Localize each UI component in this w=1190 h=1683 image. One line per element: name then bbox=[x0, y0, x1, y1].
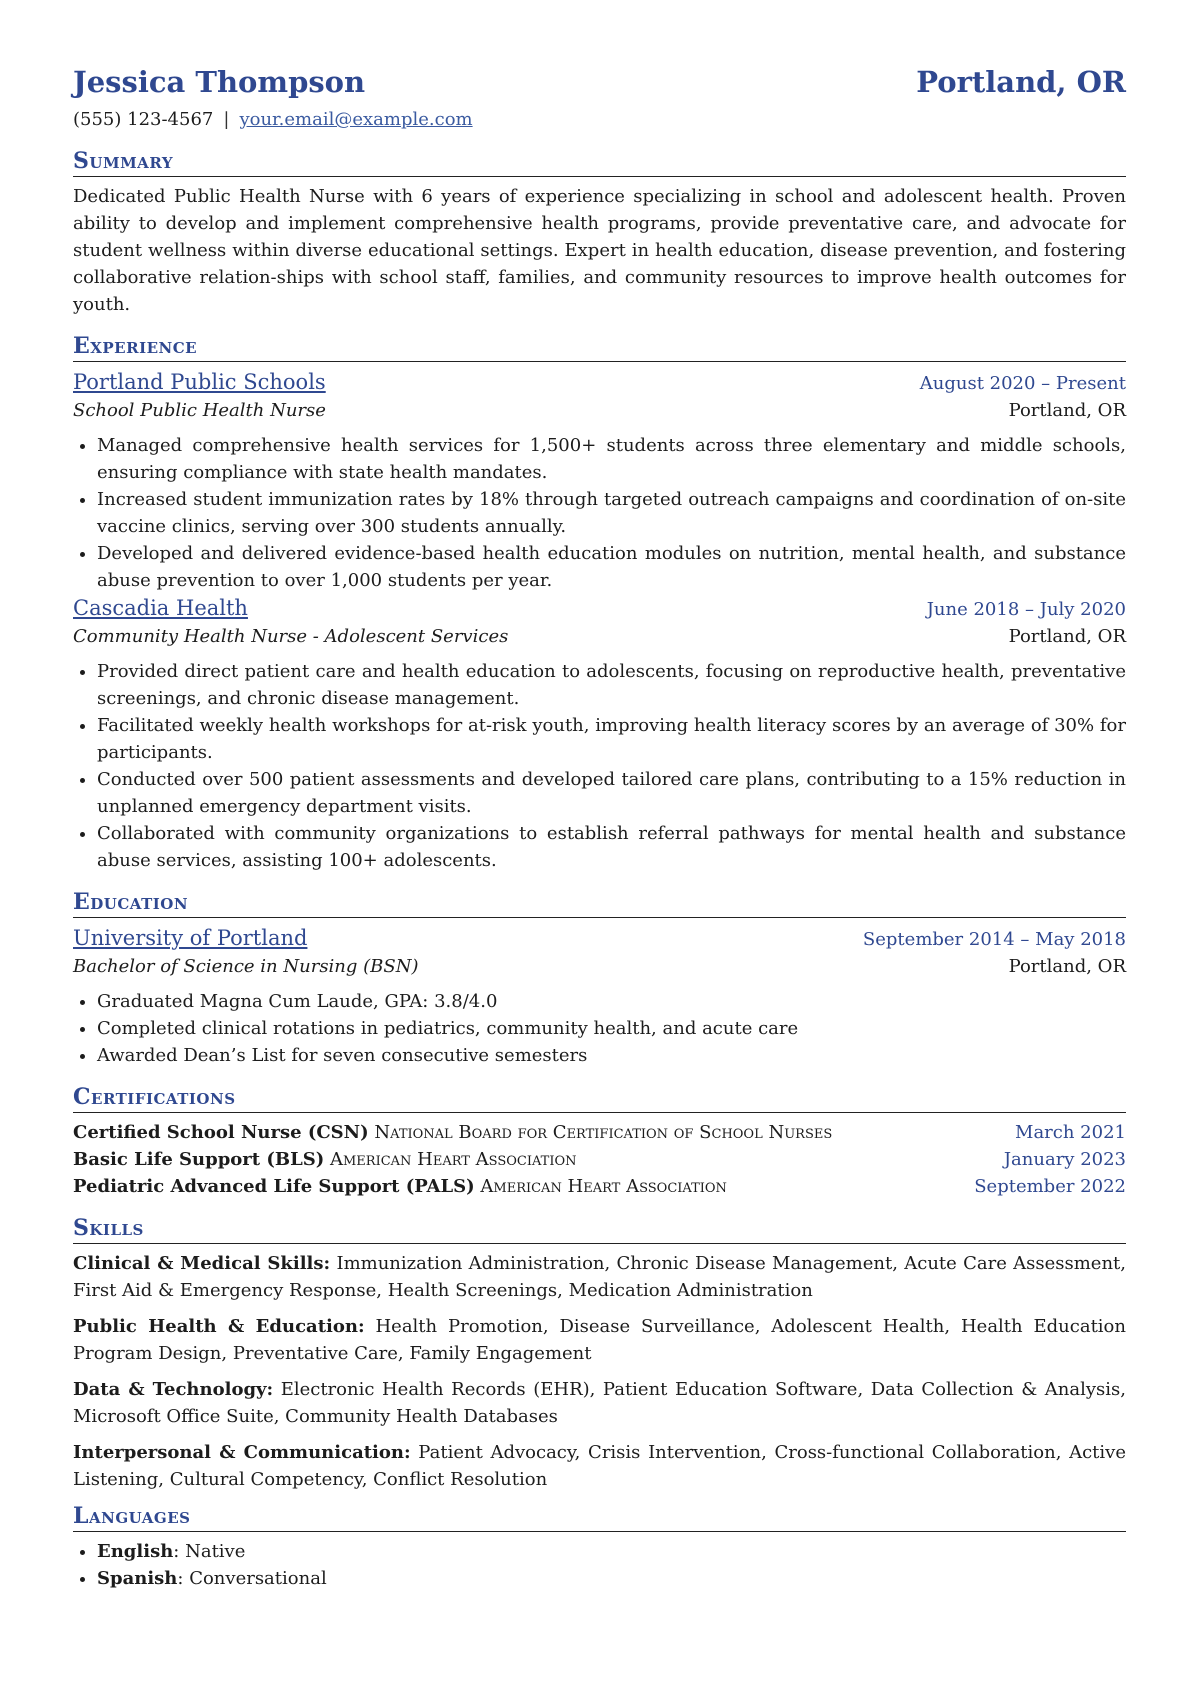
section-title-summary: Summary bbox=[73, 147, 1126, 177]
certification-list bbox=[73, 1119, 1126, 1200]
experience-entry bbox=[73, 594, 1126, 874]
header-location: Portland, OR bbox=[916, 65, 1126, 99]
education-dates: September 2014 – May 2018 bbox=[862, 929, 1126, 950]
list-item: • Awarded Dean’s List for seven consecutive semesters bbox=[97, 1042, 1126, 1069]
list-item bbox=[97, 1538, 1126, 1565]
skill-group-label: Public Health & Education: bbox=[73, 1316, 365, 1337]
language-level: : Conversational bbox=[177, 1568, 327, 1589]
list-item bbox=[97, 1565, 1126, 1592]
contact-separator: | bbox=[223, 109, 230, 130]
skill-group bbox=[73, 1250, 1126, 1304]
employer-name[interactable]: Cascadia Health bbox=[73, 596, 248, 620]
certification-issuer: American Heart Association bbox=[480, 1176, 727, 1197]
phone-number: (555) 123-4567 bbox=[73, 109, 214, 130]
language-name: English bbox=[97, 1541, 174, 1562]
language-name: Spanish bbox=[97, 1568, 178, 1589]
job-title: Community Health Nurse - Adolescent Services bbox=[73, 626, 509, 647]
certification-row bbox=[73, 1173, 1126, 1200]
language-level: : Native bbox=[173, 1541, 246, 1562]
list-item: • Facilitated weekly health workshops for at-risk youth, improving health literacy scores by an average of 30% for participants. bbox=[97, 712, 1126, 766]
skill-group-text: Electronic Health Records (EHR), Patient Education Software, Data Collection & Analysis, Microsoft Office Suite, Community Health Databases bbox=[73, 1379, 1126, 1427]
list-item: • Developed and delivered evidence-based health education modules on nutrition, mental health, and substance abuse prevention to over 1,000 students per year. bbox=[97, 540, 1126, 594]
skill-group-label: Clinical & Medical Skills: bbox=[73, 1253, 331, 1274]
experience-entry bbox=[73, 368, 1126, 594]
list-item: • Managed comprehensive health services for 1,500+ students across three elementary and middle schools, ensuring compliance with state health mandates. bbox=[97, 432, 1126, 486]
certification-name: Pediatric Advanced Life Support (PALS) bbox=[73, 1176, 475, 1197]
employment-dates: June 2018 – July 2020 bbox=[926, 599, 1126, 620]
skill-group bbox=[73, 1313, 1126, 1367]
education-list bbox=[73, 988, 1126, 1069]
list-item: • Increased student immunization rates by 18% through targeted outreach campaigns and coordination of on-site vaccine clinics, serving over 300 students annually. bbox=[97, 486, 1126, 540]
school-name[interactable]: University of Portland bbox=[73, 926, 308, 950]
certification-name: Certified School Nurse (CSN) bbox=[73, 1122, 369, 1143]
certification-row bbox=[73, 1146, 1126, 1173]
candidate-name: Jessica Thompson bbox=[73, 65, 366, 99]
skill-group-label: Interpersonal & Communication: bbox=[73, 1442, 411, 1463]
summary-text: Dedicated Public Health Nurse with 6 years of experience specializing in school and adolescent health. Proven ability to develop and implement comprehensive health programs, provide preventative care, and advocate for student wellness within diverse educational settings. Expert in health education, disease prevention, and fostering collaborative relation-ships with school staff, families, and community resources to improve health outcomes for youth. bbox=[73, 186, 1126, 315]
list-item: • Conducted over 500 patient assessments and developed tailored care plans, contributing to a 15% reduction in unplanned emergency department visits. bbox=[97, 766, 1126, 820]
job-location: Portland, OR bbox=[1008, 400, 1126, 421]
employment-dates: August 2020 – Present bbox=[919, 373, 1126, 394]
email-link[interactable]: your.email@example.com bbox=[239, 109, 473, 130]
list-item: • Graduated Magna Cum Laude, GPA: 3.8/4.0 bbox=[97, 988, 1126, 1015]
certification-date: March 2021 bbox=[1015, 1122, 1126, 1143]
section-title-experience: Experience bbox=[73, 332, 1126, 362]
list-item: • Collaborated with community organizations to establish referral pathways for mental health and substance abuse services, assisting 100+ adolescents. bbox=[97, 820, 1126, 874]
school-location: Portland, OR bbox=[1008, 956, 1126, 977]
certification-issuer: American Heart Association bbox=[330, 1149, 577, 1170]
skills-list bbox=[73, 1250, 1126, 1493]
certification-row bbox=[73, 1119, 1126, 1146]
education-entry bbox=[73, 924, 1126, 1069]
skill-group-text: Health Promotion, Disease Surveillance, Adolescent Health, Health Education Program Design, Preventative Care, Family Engagement bbox=[73, 1316, 1126, 1364]
resume-page bbox=[73, 62, 1126, 1592]
skill-group-label: Data & Technology: bbox=[73, 1379, 274, 1400]
section-title-skills: Skills bbox=[73, 1214, 1126, 1244]
skill-group-text: Immunization Administration, Chronic Disease Management, Acute Care Assessment, First Aid & Emergency Response, Health Screenings, Medication Administration bbox=[73, 1253, 1127, 1301]
section-title-languages: Languages bbox=[73, 1502, 1126, 1532]
section-title-education: Education bbox=[73, 888, 1126, 918]
degree: Bachelor of Science in Nursing (BSN) bbox=[73, 956, 419, 977]
skill-group bbox=[73, 1376, 1126, 1430]
certification-name: Basic Life Support (BLS) bbox=[73, 1149, 325, 1170]
job-location: Portland, OR bbox=[1008, 626, 1126, 647]
certification-issuer: National Board for Certification of School Nurses bbox=[374, 1122, 833, 1143]
employer-name[interactable]: Portland Public Schools bbox=[73, 370, 326, 394]
list-item: • Completed clinical rotations in pediatrics, community health, and acute care bbox=[97, 1015, 1126, 1042]
language-list bbox=[73, 1538, 1126, 1592]
achievement-list bbox=[73, 658, 1126, 874]
header bbox=[73, 62, 1126, 102]
list-item: • Provided direct patient care and health education to adolescents, focusing on reproductive health, preventative screenings, and chronic disease management. bbox=[97, 658, 1126, 712]
job-title: School Public Health Nurse bbox=[73, 400, 326, 421]
certification-date: September 2022 bbox=[974, 1176, 1126, 1197]
contact-line bbox=[73, 106, 1126, 133]
skill-group-text: Patient Advocacy, Crisis Intervention, Cross-functional Collaboration, Active Listening, Cultural Competency, Conflict Resolution bbox=[73, 1442, 1126, 1490]
skill-group bbox=[73, 1439, 1126, 1493]
section-title-certifications: Certifications bbox=[73, 1083, 1126, 1113]
achievement-list bbox=[73, 432, 1126, 594]
certification-date: January 2023 bbox=[1003, 1149, 1126, 1170]
